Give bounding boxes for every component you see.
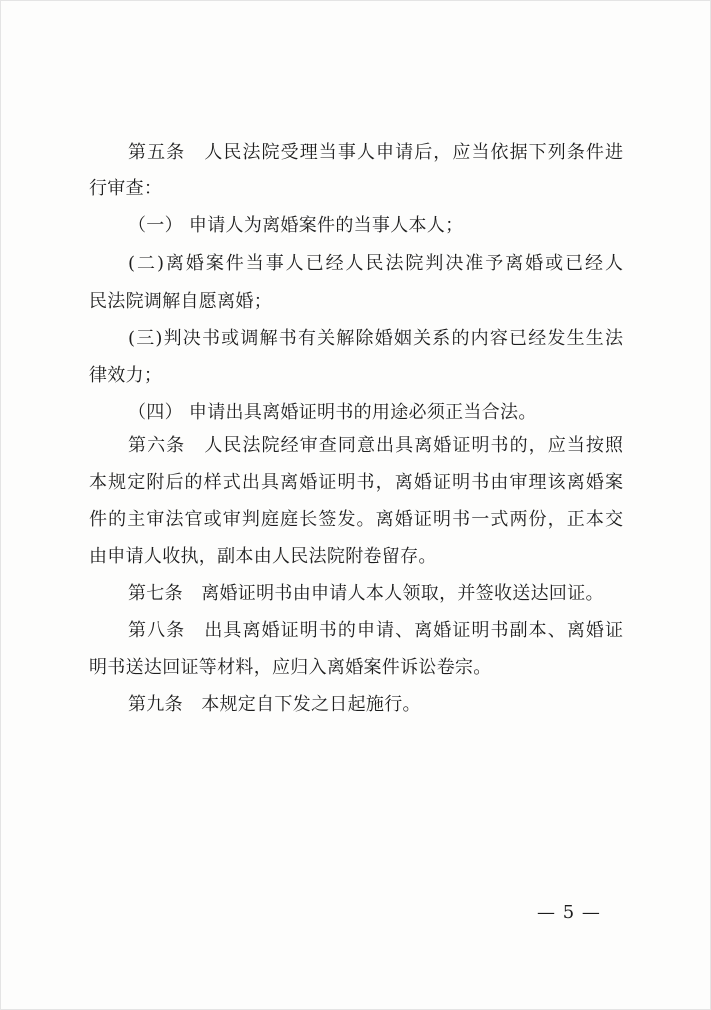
- condition-3-line-1: (三)判决书或调解书有关解除婚姻关系的内容已经发生生法: [128, 328, 623, 349]
- article-9: 第九条 本规定自下发之日起施行。: [128, 694, 421, 715]
- condition-3-line-2: 律效力；: [89, 365, 163, 386]
- article-6-line-1: 第六条 人民法院经审查同意出具离婚证明书的，应当按照: [128, 435, 623, 456]
- page-number: — 5 —: [537, 902, 601, 923]
- condition-1: （一） 申请人为离婚案件的当事人本人；: [128, 215, 464, 236]
- condition-2-line-1: (二)离婚案件当事人已经人民法院判决准予离婚或已经人: [128, 253, 623, 274]
- article-6-line-4: 由申请人收执，副本由人民法院附卷留存。: [89, 546, 437, 567]
- article-5-line-1: 第五条 人民法院受理当事人申请后，应当依据下列条件进: [128, 142, 623, 163]
- article-5-line-2: 行审查：: [89, 178, 163, 199]
- article-6-line-2: 本规定附后的样式出具离婚证明书，离婚证明书由审理该离婚案: [89, 472, 623, 493]
- article-8-line-1: 第八条 出具离婚证明书的申请、离婚证明书副本、离婚证: [128, 620, 623, 641]
- article-6-line-3: 件的主审法官或审判庭庭长签发。离婚证明书一式两份，正本交: [89, 509, 623, 530]
- article-8-line-2: 明书送达回证等材料，应归入离婚案件诉讼卷宗。: [89, 657, 492, 678]
- condition-4: （四） 申请出具离婚证明书的用途必须正当合法。: [128, 402, 537, 423]
- article-7: 第七条 离婚证明书由申请人本人领取，并签收送达回证。: [128, 583, 604, 604]
- condition-2-line-2: 民法院调解自愿离婚；: [89, 291, 272, 312]
